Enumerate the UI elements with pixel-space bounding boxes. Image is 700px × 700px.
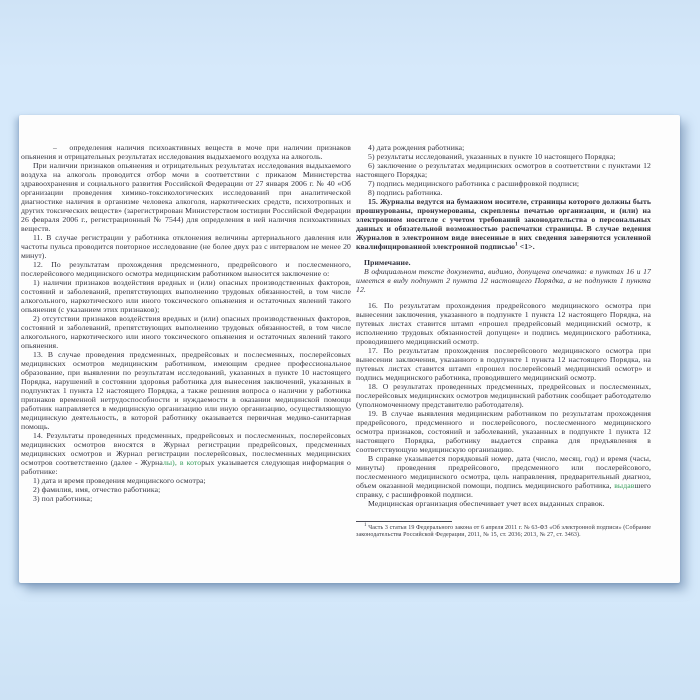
text-run: 1) наличии признаков воздействия вредных и (или) опасных производственных факторов, состояний и заболеваний, препятствующих выполнению трудовых обязанностей, в том числе алкогольного, наркотического или иного токсического опьянения и остаточных явлений такого опьянения (с указанием этих признаков); [21,278,351,314]
paragraph [21,260,351,278]
text-run: 15. Журналы ведутся на бумажном носителе, страницы которого должны быть прошнурованы, пронумерованы, скреплены печатью организации, и (или) на электронном носителе с учетом требований законодательства о персональных данных и обязательной возможностью распечатки страницы. В случае ведения Журналов в электронном виде внесенные в них сведения заверяются усиленной квалифицированной электронной подписью [356,197,651,251]
footnote-text [356,525,651,539]
paragraph [21,476,351,485]
paragraph [356,179,651,188]
text-run: 1) дата и время проведения медицинского осмотра; [33,476,206,485]
paragraph [356,161,651,179]
paragraph [356,258,651,267]
text-run: 7) подпись медицинского работника с расшифровкой подписи; [368,179,580,188]
text-run: 19. В случае выявления медицинским работником по результатам прохождения предрейсового, предсменного и послерейсового, послесменного медицинского осмотра признаков, состояний и заболеваний, указанных в подпункте 1 пункта 12 настоящего Порядка, работнику выдается справка для предъявления в соответствующую медицинскую организацию. [356,409,651,454]
paragraph [356,188,651,197]
text-run: 2) отсутствии признаков воздействия вредных и (или) опасных производственных факторов, состояний и заболеваний, препятствующих выполнению трудовых обязанностей, в том числе алкогольного, наркотического или иного токсического опьянения и остаточных явлений такого опьянения. [21,314,351,350]
paragraph [21,233,351,260]
paragraph [21,143,351,161]
text-run: Примечание. [364,258,411,267]
paragraph [356,301,651,346]
text-column-left [21,143,351,503]
scan-artifact-green-text: лы), в кото [162,458,202,467]
paragraph [21,161,351,233]
paragraph [21,494,351,503]
paragraph [21,278,351,314]
paragraph [356,454,651,499]
text-run: <1>. [517,242,535,251]
paragraph [21,485,351,494]
text-run: 16. По результатам прохождения предрейсового медицинского осмотра при вынесении заключения, указанного в подпункте 1 пункта 12 настоящего Порядка, на путевых листах ставится штамп «прошел предрейсовый медицинский осмотр, к исполнению трудовых обязанностей допущен» и подпись медицинского работника, проводившего медицинский осмотр. [356,301,651,346]
text-run: 18. О результатах проведенных предсменных, предрейсовых и послесменных, послерейсовых медицинских осмотров медицинский работник сообщает работодателю (уполномоченному представителю работодателя). [356,382,651,409]
paragraph [356,197,651,251]
text-run: 2) фамилия, имя, отчество работника; [33,485,161,494]
footnote-rule [356,521,452,522]
text-run: В официальном тексте документа, видимо, допущена опечатка: в пунктах 16 и 17 имеется в виду подпункт 2 пункта 12 настоящего Порядка, а не подпункт 1 пункта 12. [356,267,651,294]
text-run: 17. По результатам прохождения послерейсового медицинского осмотра при вынесении заключения, указанного в подпункте 1 пункта 12 настоящего Порядка, на путевых листах ставится штамп «прошел послерейсовый медицинский осмотр» и подпись медицинского работника, проводившего медицинский осмотр. [356,346,651,382]
text-run: 14. Результаты проведенных предсменных, предрейсовых и послесменных, послерейсовых медицинских осмотров вносятся в Журнал регистрации предрейсовых, предсменных медицинских осмотров и Журнал регистрации послерейсовых, послесменных медицинских осмотров соответственно (далее - Журна [21,431,351,467]
text-run: 8) подпись работника. [368,188,443,197]
text-run: В справке указывается порядковый номер, дата (число, месяц, год) и время (часы, минуты) проведения предрейсового, предсменного или послерейсового, послесменного медицинского осмотра, цель направления, предварительный диагноз, объем оказанной медицинской помощи, подпись медицинского работника, [356,454,651,490]
text-run: 5) результаты исследований, указанных в пункте 10 настоящего Порядка; [368,152,616,161]
text-run: 13. В случае проведения предсменных, предрейсовых и послесменных, послерейсовых медицинских осмотров медицинским работником, имеющим среднее профессиональное образование, при выявлении по результатам исследований, указанных в пункте 10 настоящего Порядка, нарушений в состоянии здоровья работника для вынесения заключений, указанных в подпунктах 1 пункта 12 настоящего Порядка, а также решения вопроса о наличии у работника признаков временной нетрудоспособности и нуждаемости в оказании медицинской помощи работник направляется в медицинскую организацию или иную организацию, осуществляющую медицинскую деятельность, в которой работнику оказывается первичная медико-санитарная помощь. [21,350,351,431]
text-run: – определения наличия психоактивных веществ в моче при наличии признаков опьянения и отрицательных результатах исследования выдыхаемого воздуха на алкоголь. [21,143,351,161]
text-run: шего справку, с расшифровкой подписи. [356,481,651,499]
paragraph [356,267,651,294]
paragraph [356,152,651,161]
paragraph [356,346,651,382]
paragraph [356,409,651,454]
text-run: рых указывается следующая информация о работнике: [21,458,351,476]
text-column-right [356,143,651,539]
paragraph [356,499,651,508]
text-run: 11. В случае регистрации у работника отклонения величины артериального давления или частоты пульса проводится повторное исследование (не более двух раз с интервалом не менее 20 минут). [21,233,351,260]
text-run: Часть 3 статьи 19 Федерального закона от 6 апреля 2011 г. № 63-ФЗ «Об электронной подписи» (Собрание законодательства Российской Федерации, 2011, № 15, ст. 2036; 2013, № 27, ст. 3463). [356,525,651,539]
scan-artifact-green-text: выдав [614,481,635,490]
text-run: 4) дата рождения работника; [368,143,465,152]
paragraph [21,314,351,350]
paragraph [356,382,651,409]
document-page [19,115,680,583]
text-run: Медицинская организация обеспечивает учет всех выданных справок. [368,499,605,508]
text-run: При наличии признаков опьянения и отрицательных результатах исследования выдыхаемого воздуха на алкоголь проводится отбор мочи в соответствии с приказом Министерства здравоохранения и социального развития Российской Федерации от 27 января 2006 г. № 40 «Об организации проведения химико-токсикологических исследований при аналитической диагностике наличия в организме человека алкоголя, наркотических средств, психотропных и других токсических веществ» (зарегистрирован Министерством юстиции Российской Федерации 26 февраля 2006 г., регистрационный № 7544) для определения в ней наличия психоактивных веществ. [21,161,351,233]
text-run: 1 [515,242,518,248]
text-run: 3) пол работника; [33,494,93,503]
text-run: 1 [364,523,367,528]
text-run: 6) заключение о результатах медицинских осмотров в соответствии с пунктами 12 настоящего Порядка; [356,161,651,179]
paragraph [356,143,651,152]
text-run: 12. По результатам прохождения предсменного, предрейсового и послесменного, послерейсового медицинского осмотра медицинским работником выносится заключение о: [21,260,351,278]
paragraph [21,350,351,431]
paragraph [21,431,351,476]
